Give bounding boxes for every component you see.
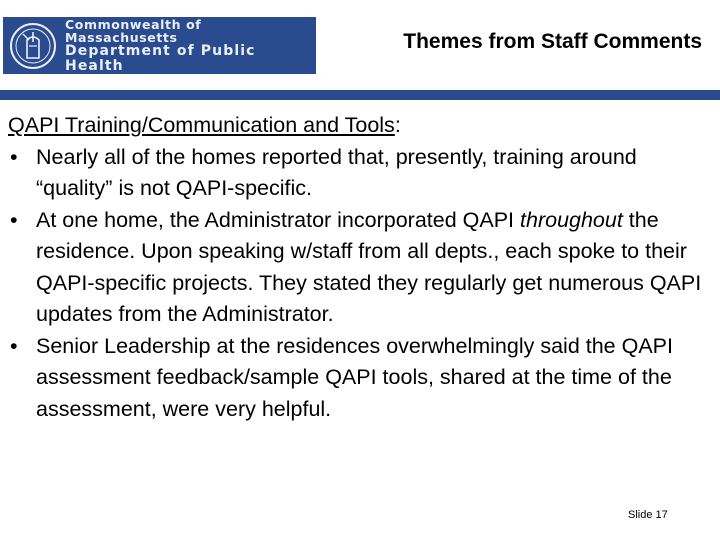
slide-title: Themes from Staff Comments [403,30,702,53]
slide-body [8,110,708,425]
logo-text [65,18,316,74]
list-item [8,142,708,205]
bullet-text-prefix: At one home, the Administrator incorporated QAPI [36,207,521,232]
section-heading-colon: : [394,113,401,137]
list-item [8,331,708,426]
dph-logo [3,17,316,74]
bullet-icon: • [10,333,18,358]
section-heading-text: QAPI Training/Communication and Tools [8,113,395,137]
bullet-icon: • [10,207,18,232]
bullet-icon: • [10,144,18,169]
slide-header [0,0,720,92]
section-heading [8,110,708,142]
bullet-text-emphasis: throughout [520,207,623,232]
bullet-text: Nearly all of the homes reported that, presently, training around “quality” is not QAPI-specific. [36,144,637,200]
bullet-text: Senior Leadership at the residences overwhelmingly said the QAPI assessment feedback/sample QAPI tools, shared at the time of the assessment, were very helpful. [36,333,673,421]
slide-number: Slide 17 [628,509,668,521]
bullet-list [8,142,708,426]
logo-line-commonwealth: Commonwealth of Massachusetts [65,16,202,45]
header-divider [0,90,720,100]
state-seal-icon [9,22,57,70]
bullet-text-suffix: the residence. Upon speaking w/staff from all depts., each spoke to their QAPI-specific projects. They stated they regularly get numerous QAPI updates from the Administrator. [36,207,702,326]
logo-line-department: Department of Public Health [65,42,256,74]
list-item [8,205,708,331]
